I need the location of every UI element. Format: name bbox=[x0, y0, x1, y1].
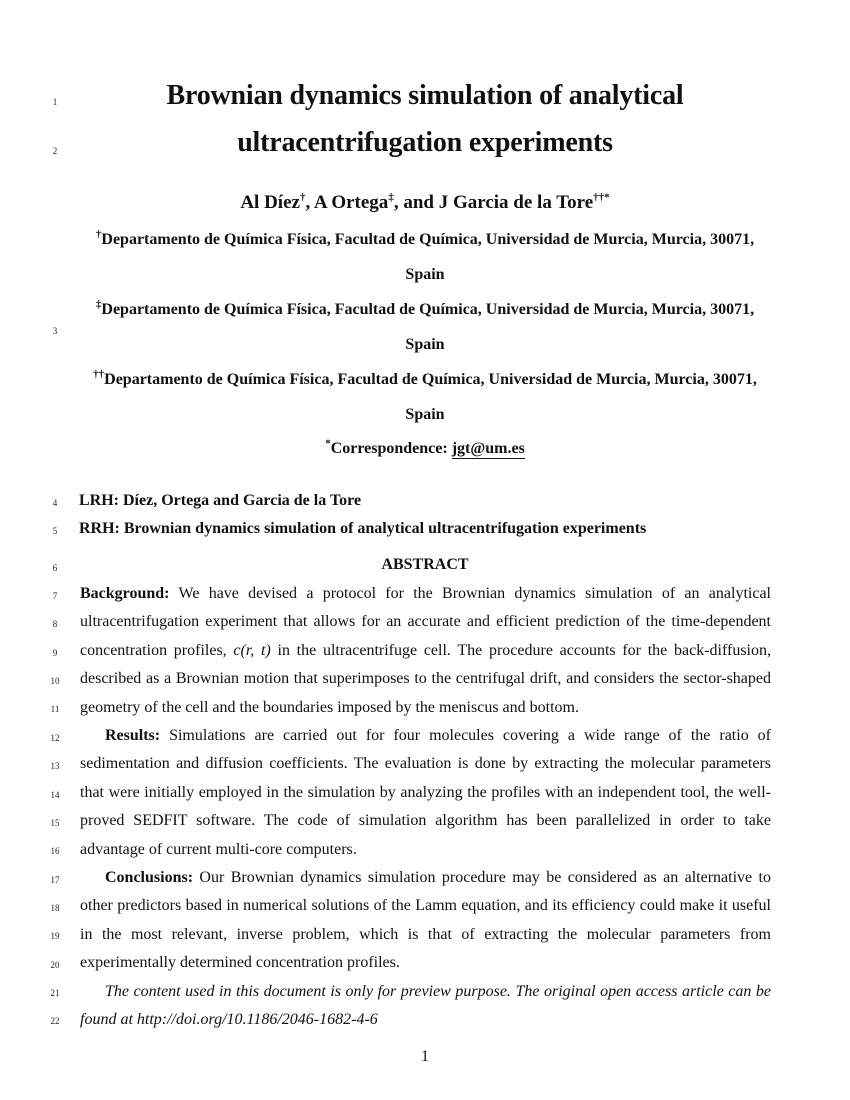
results-label: Results: bbox=[105, 727, 161, 745]
page-number: 1 bbox=[421, 1048, 429, 1065]
affiliation-line: Departamento de Química Física, Facultad de Química, Universidad de Murcia, Murcia, 30071, bbox=[101, 231, 755, 248]
paper-title-line-1: Brownian dynamics simulation of analytical bbox=[166, 80, 684, 111]
author-name: A Ortega bbox=[313, 192, 389, 213]
correspondence bbox=[80, 437, 770, 458]
line-number: 11 bbox=[50, 704, 60, 714]
line-number: 15 bbox=[50, 818, 60, 828]
affiliation bbox=[80, 222, 770, 292]
abstract-body bbox=[80, 580, 771, 1035]
affiliation-country: Spain bbox=[405, 406, 445, 423]
line-number: 10 bbox=[50, 676, 60, 686]
abstract-conclusions bbox=[80, 864, 771, 978]
line-number: 17 bbox=[50, 875, 60, 885]
line-number: 20 bbox=[50, 960, 60, 970]
line-number: 14 bbox=[50, 790, 60, 800]
line-number: 1 bbox=[52, 97, 58, 107]
affiliation-country: Spain bbox=[405, 266, 445, 283]
concentration-symbol: c(r, t) bbox=[233, 641, 271, 659]
author-mark: ‡ bbox=[388, 191, 394, 204]
line-number: 12 bbox=[50, 733, 60, 743]
affiliation-line: Departamento de Química Física, Facultad de Química, Universidad de Murcia, Murcia, 30071, bbox=[104, 371, 757, 388]
affiliation-country: Spain bbox=[405, 336, 445, 353]
line-number: 5 bbox=[52, 526, 58, 536]
conclusions-text: Our Brownian dynamics simulation procedure may be considered as an alternative to other predictors based in numerical solutions of the Lamm equation, and its efficiency could make it useful in the most relevant, inverse problem, which is that of extracting the molecular parameters from experimentally determined concentration profiles. bbox=[80, 869, 771, 972]
results-text: Simulations are carried out for four molecules covering a wide range of the ratio of sedimentation and diffusion coefficients. The evaluation is done by extracting the molecular parameters that were initially employed in the simulation by analyzing the profiles with an independent tool, the well-proved SEDFIT software. The code of simulation algorithm has been parallelized in order to take advantage of current multi-core computers. bbox=[80, 727, 771, 858]
line-number: 22 bbox=[50, 1016, 60, 1026]
line-number: 19 bbox=[50, 931, 60, 941]
abstract-heading: ABSTRACT bbox=[381, 556, 469, 573]
line-number: 9 bbox=[52, 648, 58, 658]
correspondence-email-link[interactable]: jgt@um.es bbox=[451, 440, 525, 457]
background-text: We have devised a protocol for the Brownian dynamics simulation of an analytical ultracentrifugation experiment that allows for an accurate and efficient prediction of the time-dependent concentration profiles, bbox=[80, 585, 771, 659]
background-label: Background: bbox=[80, 585, 170, 602]
abstract-background bbox=[80, 580, 771, 722]
background-text-cont: in the ultracentrifuge cell. The procedure accounts for the back-diffusion, described as a Brownian motion that superimposes to the centrifugal drift, and considers the sector-shaped geometry of the cell and the boundaries imposed by the meniscus and bottom. bbox=[80, 641, 772, 716]
line-number: 3 bbox=[52, 326, 58, 336]
abstract-results bbox=[80, 722, 771, 864]
line-number: 13 bbox=[50, 761, 60, 771]
conclusions-label: Conclusions: bbox=[105, 869, 194, 887]
preview-note bbox=[80, 978, 771, 1035]
author-list bbox=[80, 192, 770, 214]
author-mark: † bbox=[299, 191, 306, 204]
paper-title-line-2: ultracentrifugation experiments bbox=[237, 127, 613, 158]
affiliation-line: Departamento de Química Física, Facultad de Química, Universidad de Murcia, Murcia, 30071, bbox=[101, 301, 755, 318]
line-number: 7 bbox=[52, 591, 58, 601]
author-name: Al Díez bbox=[240, 192, 300, 213]
preview-note-text: The content used in this document is only for preview purpose. The original open access article can be found at http://doi.org/10.1186/2046-1682-4-6 bbox=[80, 982, 771, 1029]
line-number: 2 bbox=[52, 146, 58, 156]
affiliation bbox=[80, 292, 770, 362]
line-number: 8 bbox=[52, 619, 58, 629]
author-name: J Garcia de la Tore bbox=[438, 192, 594, 213]
line-number: 6 bbox=[52, 563, 58, 573]
author-separator: , bbox=[305, 192, 314, 213]
affiliation-mark: †† bbox=[93, 368, 105, 381]
line-number: 16 bbox=[50, 846, 60, 856]
right-running-head: RRH: Brownian dynamics simulation of analytical ultracentrifugation experiments bbox=[79, 520, 647, 537]
line-number: 4 bbox=[52, 498, 58, 508]
correspondence-label: Correspondence: bbox=[330, 440, 452, 457]
affiliation-mark: ‡ bbox=[95, 298, 102, 311]
affiliation-mark: † bbox=[95, 228, 102, 241]
author-mark: ††* bbox=[593, 191, 610, 204]
author-separator: , and bbox=[393, 192, 439, 213]
affiliation bbox=[80, 362, 770, 432]
correspondence-mark: * bbox=[325, 437, 331, 450]
line-number: 21 bbox=[50, 988, 60, 998]
left-running-head: LRH: Díez, Ortega and Garcia de la Tore bbox=[79, 492, 362, 509]
line-number: 18 bbox=[50, 903, 60, 913]
